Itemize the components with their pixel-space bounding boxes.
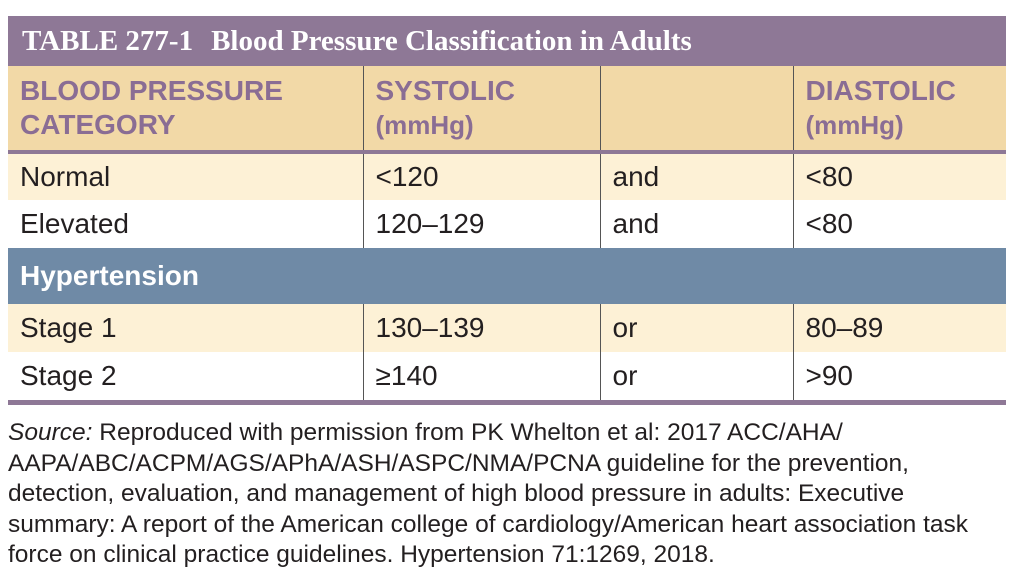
cell-systolic: <120 xyxy=(363,152,600,200)
data-table xyxy=(8,66,1006,400)
cell-connector: and xyxy=(600,200,793,248)
cell-category: Stage 2 xyxy=(8,352,363,400)
header-category: BLOOD PRESSURE CATEGORY xyxy=(8,66,363,152)
table-row xyxy=(8,352,1006,400)
table-row xyxy=(8,304,1006,352)
table-row xyxy=(8,152,1006,200)
cell-category: Stage 1 xyxy=(8,304,363,352)
cell-systolic: ≥140 xyxy=(363,352,600,400)
source-label: Source: xyxy=(8,419,93,446)
table-title: Blood Pressure Classification in Adults xyxy=(211,24,692,57)
table-title-bar xyxy=(8,16,1006,66)
table-bottom-rule xyxy=(8,400,1006,405)
cell-connector: and xyxy=(600,152,793,200)
cell-systolic: 130–139 xyxy=(363,304,600,352)
header-connector xyxy=(600,66,793,152)
cell-diastolic: 80–89 xyxy=(793,304,1006,352)
cell-systolic: 120–129 xyxy=(363,200,600,248)
source-note xyxy=(8,418,1008,571)
cell-category: Elevated xyxy=(8,200,363,248)
table-row xyxy=(8,200,1006,248)
cell-connector: or xyxy=(600,352,793,400)
bp-classification-table xyxy=(8,16,1006,405)
header-diastolic: DIASTOLIC (mmHg) xyxy=(793,66,1006,152)
cell-diastolic: >90 xyxy=(793,352,1006,400)
section-label: Hypertension xyxy=(8,248,1006,304)
header-row xyxy=(8,66,1006,152)
cell-connector: or xyxy=(600,304,793,352)
header-systolic: SYSTOLIC (mmHg) xyxy=(363,66,600,152)
table-number: TABLE 277-1 xyxy=(22,24,194,57)
cell-diastolic: <80 xyxy=(793,200,1006,248)
cell-diastolic: <80 xyxy=(793,152,1006,200)
cell-category: Normal xyxy=(8,152,363,200)
section-row-hypertension xyxy=(8,248,1006,304)
source-text: Reproduced with permission from PK Whelton et al: 2017 ACC/AHA/ AAPA/ABC/ACPM/AGS/APhA/ASH/ASPC/NMA/PCNA guideline for the prevention, detection, evaluation, and management of high blood pressure in adults: Executive summary: A report of the American college of cardiology/American heart association task force on clinical practice guidelines. Hypertension 71:1269, 2018. xyxy=(8,419,969,568)
